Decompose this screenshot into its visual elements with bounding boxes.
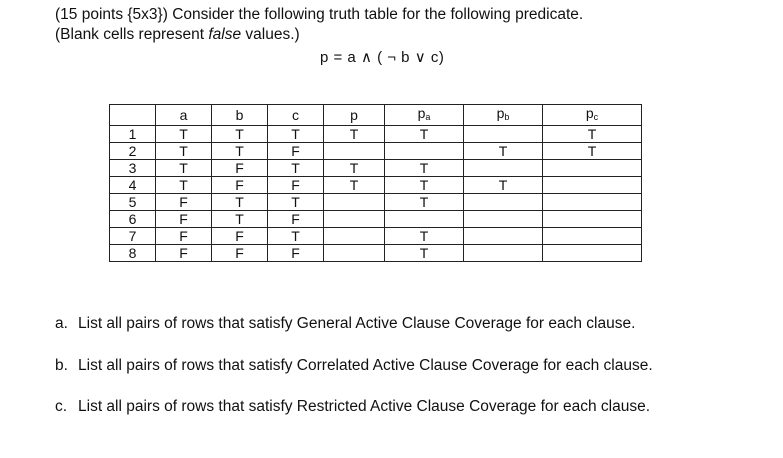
cell-c: F bbox=[268, 177, 324, 194]
cell-pb bbox=[464, 228, 543, 245]
cell-pc: T bbox=[543, 126, 642, 143]
header-pa bbox=[385, 105, 464, 126]
header-c: c bbox=[268, 105, 324, 126]
row-number: 7 bbox=[110, 228, 156, 245]
table-row bbox=[110, 211, 642, 228]
header-row-number bbox=[110, 105, 156, 126]
cell-pb bbox=[464, 126, 543, 143]
cell-pa: T bbox=[385, 194, 464, 211]
cell-pb bbox=[464, 194, 543, 211]
cell-pa: T bbox=[385, 126, 464, 143]
problem-statement bbox=[55, 5, 583, 45]
cell-pa bbox=[385, 143, 464, 160]
cell-c: T bbox=[268, 160, 324, 177]
cell-p: T bbox=[324, 126, 385, 143]
cell-pb bbox=[464, 211, 543, 228]
table-header-row bbox=[110, 105, 642, 126]
cell-a: T bbox=[156, 143, 212, 160]
problem-line-2-end: values.) bbox=[241, 26, 300, 43]
cell-pc bbox=[543, 228, 642, 245]
row-number: 8 bbox=[110, 245, 156, 262]
row-number: 2 bbox=[110, 143, 156, 160]
header-a: a bbox=[156, 105, 212, 126]
cell-a: T bbox=[156, 177, 212, 194]
table-row bbox=[110, 160, 642, 177]
cell-p: T bbox=[324, 160, 385, 177]
header-pa-base: p bbox=[417, 105, 426, 121]
cell-a: T bbox=[156, 160, 212, 177]
table-row bbox=[110, 194, 642, 211]
problem-line-2 bbox=[55, 25, 583, 45]
cell-p bbox=[324, 143, 385, 160]
header-pb bbox=[464, 105, 543, 126]
cell-b: F bbox=[212, 228, 268, 245]
cell-b: T bbox=[212, 126, 268, 143]
cell-pc bbox=[543, 211, 642, 228]
cell-pb: T bbox=[464, 177, 543, 194]
cell-b: F bbox=[212, 160, 268, 177]
problem-line-1: (15 points {5x3}) Consider the following truth table for the following predicate. bbox=[55, 6, 584, 23]
cell-a: F bbox=[156, 194, 212, 211]
header-b: b bbox=[212, 105, 268, 126]
cell-pc: T bbox=[543, 143, 642, 160]
header-p: p bbox=[324, 105, 385, 126]
cell-b: F bbox=[212, 245, 268, 262]
cell-b: F bbox=[212, 177, 268, 194]
table-row bbox=[110, 143, 642, 160]
cell-p bbox=[324, 245, 385, 262]
table-row bbox=[110, 245, 642, 262]
cell-c: F bbox=[268, 211, 324, 228]
cell-c: T bbox=[268, 228, 324, 245]
row-number: 6 bbox=[110, 211, 156, 228]
row-number: 3 bbox=[110, 160, 156, 177]
cell-c: F bbox=[268, 143, 324, 160]
truth-table bbox=[109, 104, 642, 262]
header-pc bbox=[543, 105, 642, 126]
question-c-label: c. bbox=[55, 398, 68, 415]
cell-pc bbox=[543, 245, 642, 262]
header-pa-sub: a bbox=[425, 112, 431, 122]
cell-b: T bbox=[212, 194, 268, 211]
question-b-label: b. bbox=[55, 357, 68, 374]
header-pc-sub: c bbox=[593, 112, 599, 122]
cell-pa: T bbox=[385, 160, 464, 177]
table-row bbox=[110, 126, 642, 143]
cell-a: F bbox=[156, 211, 212, 228]
header-pb-base: p bbox=[496, 105, 505, 121]
cell-pa bbox=[385, 211, 464, 228]
problem-line-2-start: (Blank cells represent bbox=[55, 26, 209, 43]
cell-pa: T bbox=[385, 228, 464, 245]
question-c-text: List all pairs of rows that satisfy Restricted Active Clause Coverage for each clause. bbox=[78, 398, 651, 415]
cell-pc bbox=[543, 194, 642, 211]
cell-p bbox=[324, 194, 385, 211]
cell-a: T bbox=[156, 126, 212, 143]
cell-c: F bbox=[268, 245, 324, 262]
cell-pb: T bbox=[464, 143, 543, 160]
cell-pb bbox=[464, 245, 543, 262]
cell-b: T bbox=[212, 211, 268, 228]
question-a bbox=[55, 315, 635, 333]
cell-a: F bbox=[156, 245, 212, 262]
cell-c: T bbox=[268, 194, 324, 211]
cell-p bbox=[324, 228, 385, 245]
header-pc-base: p bbox=[585, 105, 594, 121]
cell-a: F bbox=[156, 228, 212, 245]
cell-pa: T bbox=[385, 177, 464, 194]
row-number: 4 bbox=[110, 177, 156, 194]
table-row bbox=[110, 177, 642, 194]
cell-c: T bbox=[268, 126, 324, 143]
question-b bbox=[55, 357, 653, 375]
cell-pc bbox=[543, 160, 642, 177]
row-number: 5 bbox=[110, 194, 156, 211]
header-pb-sub: b bbox=[504, 112, 510, 122]
cell-p: T bbox=[324, 177, 385, 194]
cell-b: T bbox=[212, 143, 268, 160]
table-row bbox=[110, 228, 642, 245]
cell-pa: T bbox=[385, 245, 464, 262]
predicate-formula: p = a ∧ ( ¬ b ∨ c) bbox=[320, 49, 445, 66]
false-word: false bbox=[208, 26, 242, 43]
question-a-label: a. bbox=[55, 315, 68, 332]
row-number: 1 bbox=[110, 126, 156, 143]
question-c bbox=[55, 398, 650, 416]
cell-p bbox=[324, 211, 385, 228]
question-a-text: List all pairs of rows that satisfy General Active Clause Coverage for each clause. bbox=[78, 315, 636, 332]
cell-pc bbox=[543, 177, 642, 194]
question-b-text: List all pairs of rows that satisfy Correlated Active Clause Coverage for each clause. bbox=[78, 357, 653, 374]
cell-pb bbox=[464, 160, 543, 177]
